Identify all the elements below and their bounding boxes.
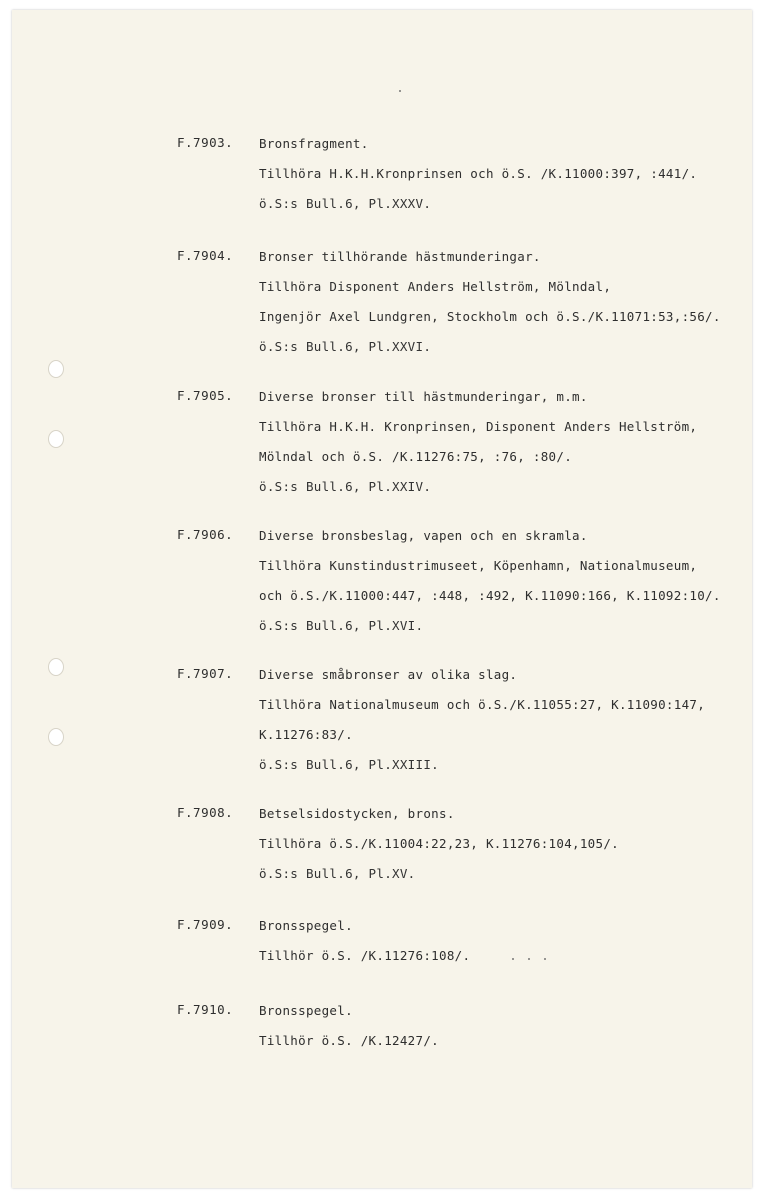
entry-owner: Tillhöra ö.S./K.11004:22,23, K.11276:104,105/. xyxy=(259,836,619,851)
entry-number: F.7908. xyxy=(177,805,234,820)
entry-title: Bronser tillhörande hästmunderingar. xyxy=(259,249,541,264)
entry-number: F.7905. xyxy=(177,388,234,403)
punch-hole xyxy=(48,728,64,746)
entry-title: Diverse bronsbeslag, vapen och en skramla. xyxy=(259,528,588,543)
entry-owner: Tillhöra H.K.H.Kronprinsen och ö.S. /K.11000:397, :441/. xyxy=(259,166,698,181)
entry-reference: ö.S:s Bull.6, Pl.XXIV. xyxy=(259,479,432,494)
entry-owner: Tillhöra Nationalmuseum och ö.S./K.11055:27, K.11090:147, xyxy=(259,697,706,712)
punch-hole xyxy=(48,658,64,676)
entry-number: F.7903. xyxy=(177,135,234,150)
entry-text xyxy=(259,917,470,977)
entry-title: Diverse bronser till hästmunderingar, m.m. xyxy=(259,389,588,404)
entry-text xyxy=(259,666,705,786)
entry-reference: ö.S:s Bull.6, Pl.XV. xyxy=(259,866,416,881)
entry-number: F.7904. xyxy=(177,248,234,263)
entry-reference: ö.S:s Bull.6, Pl.XXVI. xyxy=(259,339,432,354)
punch-hole xyxy=(48,430,64,448)
entry-text xyxy=(259,135,697,225)
paper-speck xyxy=(528,958,530,960)
entry-title: Bronsfragment. xyxy=(259,136,369,151)
entry-reference: ö.S:s Bull.6, Pl.XXIII. xyxy=(259,757,439,772)
entry-title: Bronsspegel. xyxy=(259,1003,353,1018)
entry-text xyxy=(259,527,721,647)
entry-title: Bronsspegel. xyxy=(259,918,353,933)
document-page xyxy=(12,10,752,1188)
entry-owner: Ingenjör Axel Lundgren, Stockholm och ö.S./K.11071:53,:56/. xyxy=(259,309,721,324)
paper-speck xyxy=(512,958,514,960)
entry-title: Betselsidostycken, brons. xyxy=(259,806,455,821)
entry-reference: ö.S:s Bull.6, Pl.XXXV. xyxy=(259,196,432,211)
paper-speck xyxy=(544,958,546,960)
entry-owner: Tillhör ö.S. /K.12427/. xyxy=(259,1033,439,1048)
paper-speck xyxy=(399,90,401,92)
entry-owner: Mölndal och ö.S. /K.11276:75, :76, :80/. xyxy=(259,449,573,464)
entry-text xyxy=(259,805,619,895)
entry-owner: Tillhöra Kunstindustrimuseet, Köpenhamn, Nationalmuseum, xyxy=(259,558,698,573)
entry-text xyxy=(259,388,697,508)
entry-number: F.7909. xyxy=(177,917,234,932)
entry-owner: K.11276:83/. xyxy=(259,727,353,742)
entry-reference: ö.S:s Bull.6, Pl.XVI. xyxy=(259,618,424,633)
entry-text xyxy=(259,1002,439,1062)
entry-owner: Tillhör ö.S. /K.11276:108/. xyxy=(259,948,471,963)
entry-number: F.7910. xyxy=(177,1002,234,1017)
entry-number: F.7906. xyxy=(177,527,234,542)
entry-owner: och ö.S./K.11000:447, :448, :492, K.11090:166, K.11092:10/. xyxy=(259,588,721,603)
punch-hole xyxy=(48,360,64,378)
entry-owner: Tillhöra Disponent Anders Hellström, Mölndal, xyxy=(259,279,612,294)
entry-title: Diverse småbronser av olika slag. xyxy=(259,667,518,682)
entry-number: F.7907. xyxy=(177,666,234,681)
entry-text xyxy=(259,248,721,368)
entry-owner: Tillhöra H.K.H. Kronprinsen, Disponent Anders Hellström, xyxy=(259,419,698,434)
